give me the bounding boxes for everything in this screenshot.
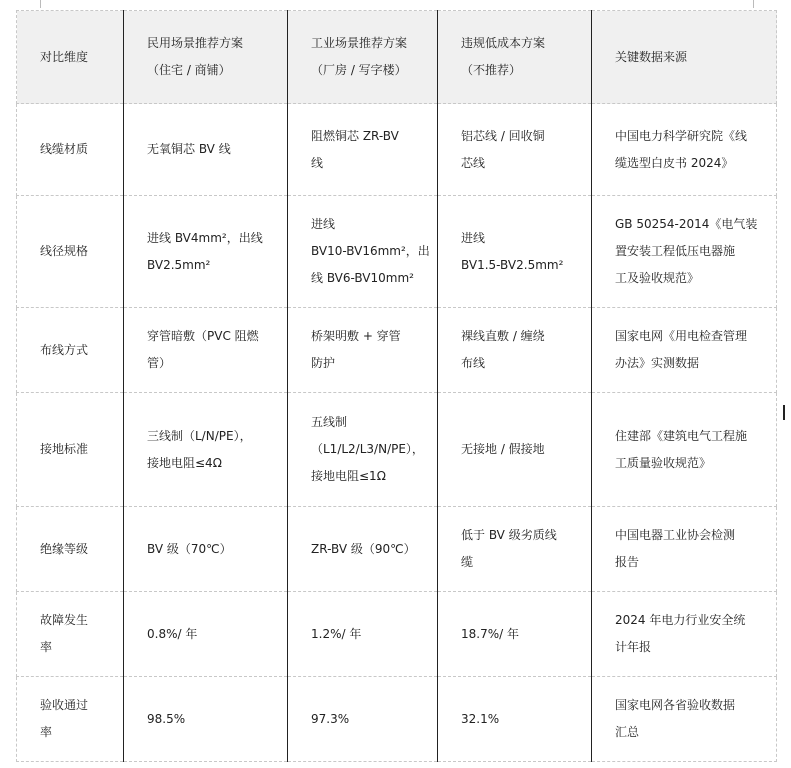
cell-residential[interactable]	[124, 677, 288, 762]
cell-text: 1.2%/ 年	[311, 626, 362, 641]
cell-industrial[interactable]	[288, 393, 438, 507]
cell-data-source[interactable]	[592, 308, 777, 393]
cell-text: （不推荐）	[461, 63, 522, 77]
cell-industrial[interactable]	[288, 592, 438, 677]
cell-text: 关键数据来源	[615, 49, 688, 64]
cell-dimension[interactable]	[17, 393, 124, 507]
cell-data-source[interactable]	[592, 196, 777, 308]
cell-text: 缆选型白皮书 2024》	[615, 155, 734, 170]
cell-text: 线缆材质	[40, 142, 89, 156]
cell-text: 进线 BV4mm²，出线	[147, 230, 263, 245]
cell-text: ZR-BV 级（90℃）	[311, 541, 416, 556]
cell-industrial[interactable]	[288, 196, 438, 308]
cell-low-cost[interactable]	[438, 677, 592, 762]
cell-text: 布线方式	[40, 342, 89, 357]
cell-text: 2024 年电力行业安全统	[615, 613, 746, 627]
cell-dimension[interactable]	[17, 11, 124, 104]
cell-residential[interactable]	[124, 308, 288, 393]
cell-text: 裸线直敷 / 缠绕	[461, 329, 545, 343]
cell-text: 接地电阻≤4Ω	[147, 455, 222, 470]
cell-industrial[interactable]	[288, 104, 438, 196]
cell-text: 线 BV6-BV10mm²	[311, 271, 414, 285]
cell-data-source[interactable]	[592, 393, 777, 507]
cell-text: 进线	[461, 230, 486, 245]
comparison-table	[16, 10, 777, 762]
cell-text: 0.8%/ 年	[147, 626, 198, 641]
cell-text: 18.7%/ 年	[461, 626, 519, 641]
cell-text: 芯线	[461, 155, 486, 170]
cell-text: 中国电器工业协会检测	[615, 528, 736, 542]
cell-text: 32.1%	[461, 711, 500, 726]
cell-residential[interactable]	[124, 11, 288, 104]
cell-text: 桥架明敷 + 穿管	[311, 329, 401, 343]
cell-text: 进线	[311, 217, 336, 231]
cell-text: 对比维度	[40, 49, 89, 64]
cell-text: 工及验收规范》	[615, 271, 700, 285]
cell-text: BV10-BV16mm²，出	[311, 244, 430, 258]
cell-text: 三线制（L/N/PE），	[147, 428, 252, 443]
cell-text: BV1.5-BV2.5mm²	[461, 257, 564, 272]
page-edge-right	[753, 0, 754, 8]
cell-text: 国家电网《用电检查管理	[615, 329, 748, 343]
cell-dimension[interactable]	[17, 196, 124, 308]
cell-low-cost[interactable]	[438, 393, 592, 507]
cell-low-cost[interactable]	[438, 592, 592, 677]
cell-text: 低于 BV 级劣质线	[461, 528, 557, 542]
cell-text: GB 50254-2014《电气装	[615, 217, 758, 231]
table-row	[17, 507, 777, 592]
cell-text: 国家电网各省验收数据	[615, 698, 736, 712]
cell-industrial[interactable]	[288, 11, 438, 104]
cell-data-source[interactable]	[592, 11, 777, 104]
cell-text: 缆	[461, 555, 474, 569]
cell-dimension[interactable]	[17, 104, 124, 196]
cell-text: 工业场景推荐方案	[311, 36, 408, 50]
table-row	[17, 308, 777, 393]
cell-text: 98.5%	[147, 711, 186, 726]
header-row	[17, 11, 777, 104]
cell-text: 计年报	[615, 640, 652, 654]
cell-text: BV 级（70℃）	[147, 541, 232, 556]
cell-text: 报告	[615, 555, 640, 569]
cell-data-source[interactable]	[592, 104, 777, 196]
cell-text: 绝缘等级	[40, 541, 89, 556]
cell-text: 汇总	[615, 725, 640, 739]
cell-text: 置安装工程低压电器施	[615, 244, 736, 258]
table-row	[17, 677, 777, 762]
cell-text: 无氧铜芯 BV 线	[147, 142, 231, 156]
cell-text: 工质量验收规范》	[615, 455, 712, 470]
cell-data-source[interactable]	[592, 592, 777, 677]
cell-residential[interactable]	[124, 507, 288, 592]
cell-industrial[interactable]	[288, 507, 438, 592]
cell-text: BV2.5mm²	[147, 257, 211, 272]
table-row	[17, 196, 777, 308]
cell-text: （厂房 / 写字楼）	[311, 63, 407, 77]
cell-text: 中国电力科学研究院《线	[615, 128, 748, 143]
page-edge-left	[40, 0, 41, 8]
cell-industrial[interactable]	[288, 308, 438, 393]
cell-low-cost[interactable]	[438, 196, 592, 308]
cell-dimension[interactable]	[17, 308, 124, 393]
cell-text: 线	[311, 155, 324, 170]
cell-low-cost[interactable]	[438, 104, 592, 196]
cell-text: 97.3%	[311, 711, 350, 726]
cell-low-cost[interactable]	[438, 308, 592, 393]
table-row	[17, 393, 777, 507]
cell-text: 率	[40, 725, 53, 739]
cell-text: 办法》实测数据	[615, 356, 700, 370]
cell-text: 民用场景推荐方案	[147, 36, 244, 50]
cell-text: 阻燃铜芯 ZR-BV	[311, 128, 399, 143]
table-row	[17, 104, 777, 196]
cell-data-source[interactable]	[592, 677, 777, 762]
cell-low-cost[interactable]	[438, 11, 592, 104]
cell-text: 接地标准	[40, 442, 89, 456]
cell-text: 管）	[147, 356, 172, 370]
cell-residential[interactable]	[124, 393, 288, 507]
cell-text: 布线	[461, 356, 486, 370]
cell-text: 铝芯线 / 回收铜	[461, 128, 545, 143]
cell-text: 接地电阻≤1Ω	[311, 469, 386, 483]
cell-residential[interactable]	[124, 196, 288, 308]
cell-industrial[interactable]	[288, 677, 438, 762]
cell-text: 率	[40, 640, 53, 654]
table-row	[17, 592, 777, 677]
cell-residential[interactable]	[124, 592, 288, 677]
cell-low-cost[interactable]	[438, 507, 592, 592]
cell-text: 防护	[311, 356, 336, 370]
cell-text: （住宅 / 商铺）	[147, 63, 231, 77]
cell-text: 住建部《建筑电气工程施	[615, 428, 748, 443]
cell-text: 故障发生	[40, 613, 89, 627]
text-cursor	[783, 405, 785, 420]
cell-text: 无接地 / 假接地	[461, 442, 545, 456]
cell-dimension[interactable]	[17, 677, 124, 762]
cell-text: 验收通过	[40, 698, 89, 712]
cell-text: （L1/L2/L3/N/PE），	[311, 442, 424, 456]
cell-text: 五线制	[311, 415, 348, 429]
cell-data-source[interactable]	[592, 507, 777, 592]
cell-residential[interactable]	[124, 104, 288, 196]
cell-dimension[interactable]	[17, 592, 124, 677]
cell-text: 线径规格	[40, 244, 89, 258]
cell-text: 违规低成本方案	[461, 36, 546, 50]
cell-text: 穿管暗敷（PVC 阻燃	[147, 329, 259, 343]
cell-dimension[interactable]	[17, 507, 124, 592]
